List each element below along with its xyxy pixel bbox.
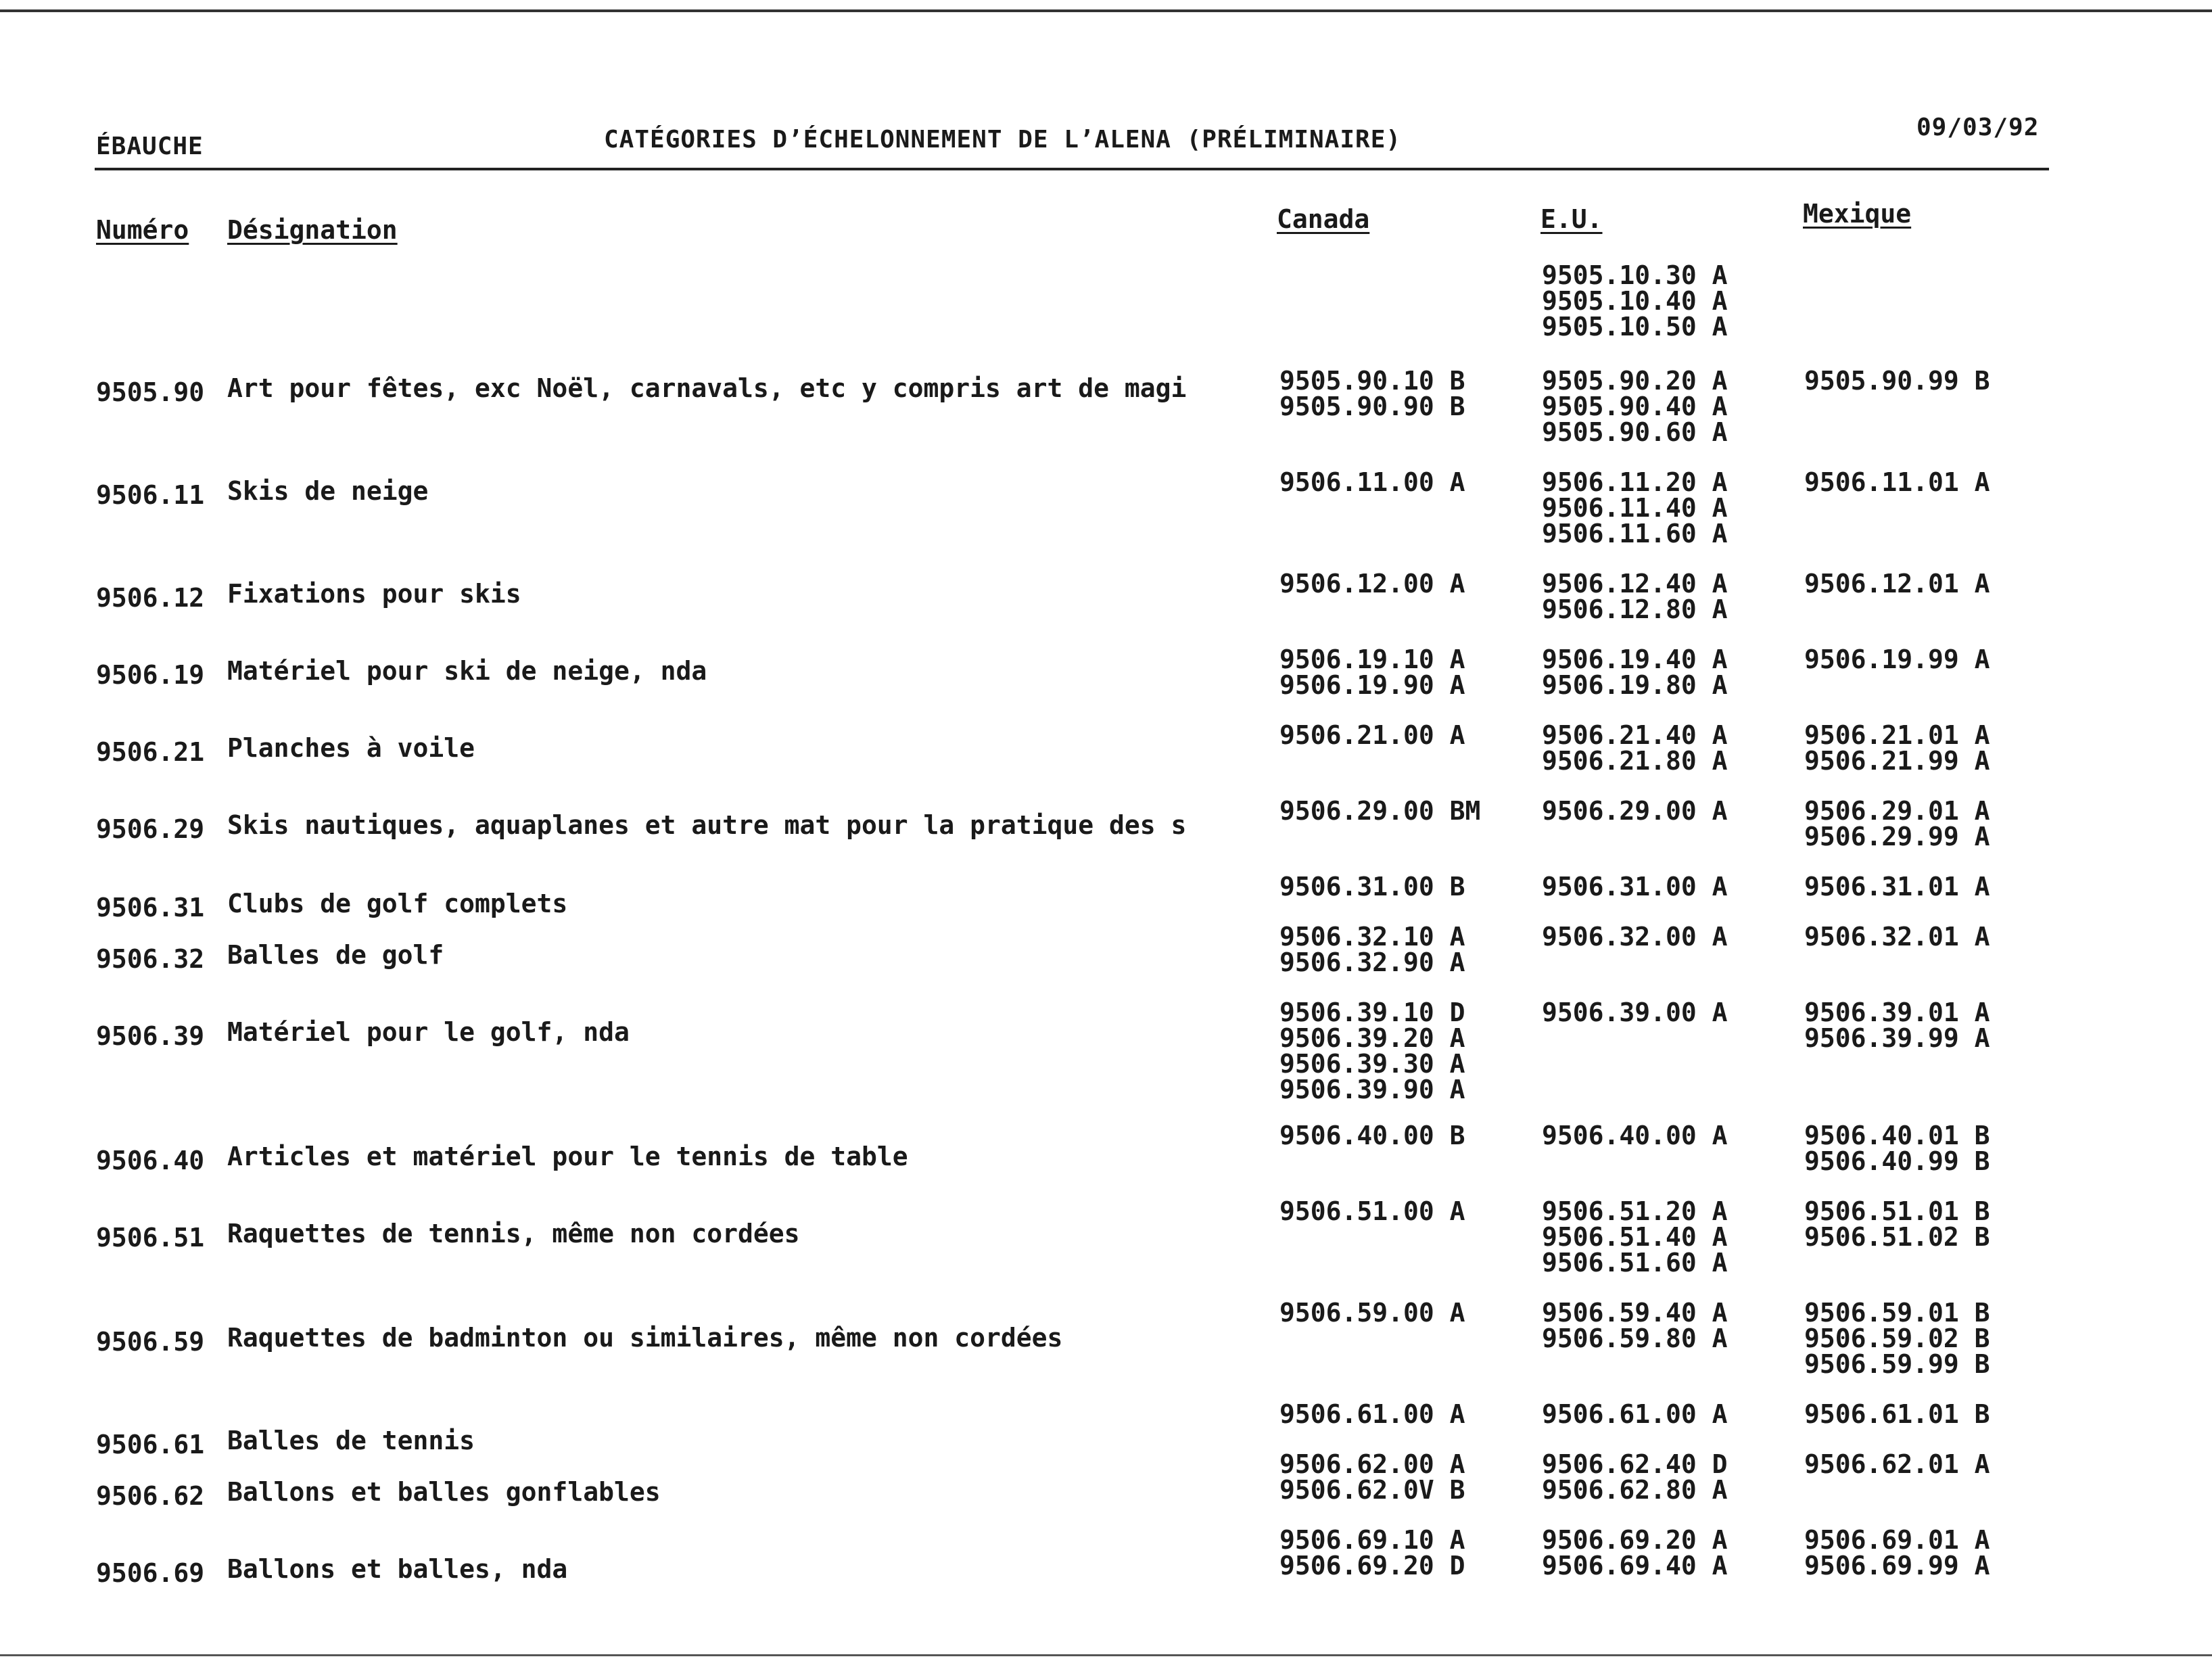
staging-code: 9506.21.40 A bbox=[1542, 720, 1728, 750]
staging-code: 9506.39.10 D bbox=[1279, 998, 1465, 1027]
canada-codes bbox=[1279, 1198, 1465, 1224]
staging-code: 9506.69.10 A bbox=[1279, 1525, 1465, 1555]
mexico-codes bbox=[1804, 1300, 1990, 1377]
canada-codes bbox=[1279, 872, 1465, 902]
staging-code: 9506.69.20 A bbox=[1542, 1525, 1728, 1555]
eu-codes bbox=[1542, 1000, 1728, 1025]
tariff-designation: Art pour fêtes, exc Noël, carnavals, etc y compris art de magi bbox=[227, 373, 1187, 403]
table-row bbox=[0, 1525, 2212, 1588]
column-header-number: Numéro bbox=[96, 215, 189, 245]
staging-code: 9506.51.00 A bbox=[1279, 1196, 1465, 1226]
table-row bbox=[0, 1399, 2212, 1459]
mexico-codes bbox=[1804, 1000, 1990, 1051]
staging-code: 9506.19.80 A bbox=[1542, 670, 1728, 700]
mexico-codes bbox=[1804, 1123, 1990, 1174]
tariff-number: 9506.31 bbox=[96, 893, 205, 922]
table-row bbox=[0, 720, 2212, 776]
staging-code: 9505.90.40 A bbox=[1542, 392, 1728, 421]
table-row bbox=[0, 645, 2212, 700]
mexico-codes bbox=[1804, 1525, 1990, 1581]
mexico-codes bbox=[1804, 469, 1990, 495]
staging-code: 9506.69.20 D bbox=[1279, 1551, 1465, 1581]
staging-code: 9506.11.20 A bbox=[1542, 467, 1728, 497]
staging-code: 9506.61.01 B bbox=[1804, 1399, 1990, 1429]
tariff-number: 9506.39 bbox=[96, 1021, 205, 1051]
eu-codes bbox=[1542, 368, 1728, 445]
staging-code: 9506.32.01 A bbox=[1804, 922, 1990, 952]
eu-codes bbox=[1542, 924, 1728, 950]
staging-code: 9506.62.40 D bbox=[1542, 1449, 1728, 1479]
staging-code: 9506.31.00 B bbox=[1279, 872, 1465, 902]
table-row bbox=[0, 1449, 2212, 1511]
staging-code: 9506.59.01 B bbox=[1804, 1298, 1990, 1328]
staging-code: 9505.10.40 A bbox=[1542, 286, 1728, 316]
canada-codes bbox=[1279, 1451, 1465, 1503]
mexico-codes bbox=[1804, 368, 1990, 394]
mexico-codes bbox=[1804, 872, 1990, 902]
canada-codes bbox=[1279, 647, 1465, 698]
tariff-designation: Balles de golf bbox=[227, 940, 444, 970]
canada-codes bbox=[1279, 1300, 1465, 1326]
eu-codes bbox=[1542, 262, 1728, 340]
canada-codes bbox=[1279, 1123, 1465, 1148]
staging-code: 9506.12.00 A bbox=[1279, 569, 1465, 599]
tariff-designation: Clubs de golf complets bbox=[227, 889, 568, 918]
tariff-designation: Matériel pour le golf, nda bbox=[227, 1017, 630, 1047]
staging-code: 9506.32.10 A bbox=[1279, 922, 1465, 952]
tariff-number: 9506.11 bbox=[96, 480, 205, 510]
staging-code: 9506.59.00 A bbox=[1279, 1298, 1465, 1328]
staging-code: 9505.90.90 B bbox=[1279, 392, 1465, 421]
staging-code: 9506.11.00 A bbox=[1279, 467, 1465, 497]
canada-codes bbox=[1279, 1000, 1465, 1102]
table-row bbox=[0, 998, 2212, 1104]
staging-code: 9506.12.01 A bbox=[1804, 569, 1990, 599]
staging-code: 9506.59.80 A bbox=[1542, 1324, 1728, 1353]
staging-code: 9506.59.99 B bbox=[1804, 1349, 1990, 1379]
canada-codes bbox=[1279, 569, 1465, 599]
table-row bbox=[0, 1196, 2212, 1278]
staging-code: 9506.40.01 B bbox=[1804, 1121, 1990, 1150]
eu-codes bbox=[1542, 1525, 1728, 1581]
staging-code: 9505.10.50 A bbox=[1542, 312, 1728, 342]
staging-code: 9506.12.40 A bbox=[1542, 569, 1728, 599]
eu-codes bbox=[1542, 1123, 1728, 1148]
tariff-number: 9505.90 bbox=[96, 377, 205, 407]
staging-code: 9506.11.60 A bbox=[1542, 519, 1728, 548]
tariff-designation: Skis de neige bbox=[227, 476, 429, 506]
staging-code: 9506.40.99 B bbox=[1804, 1146, 1990, 1176]
staging-code: 9506.51.60 A bbox=[1542, 1248, 1728, 1278]
staging-code: 9506.21.99 A bbox=[1804, 746, 1990, 776]
staging-code: 9506.51.20 A bbox=[1542, 1196, 1728, 1226]
eu-codes bbox=[1542, 469, 1728, 546]
staging-code: 9506.39.20 A bbox=[1279, 1023, 1465, 1053]
tariff-designation: Articles et matériel pour le tennis de table bbox=[227, 1142, 908, 1171]
tariff-designation: Raquettes de tennis, même non cordées bbox=[227, 1219, 800, 1248]
staging-code: 9505.10.30 A bbox=[1542, 260, 1728, 290]
mexico-codes bbox=[1804, 1451, 1990, 1477]
staging-code: 9506.19.40 A bbox=[1542, 645, 1728, 674]
staging-code: 9506.62.0V B bbox=[1279, 1475, 1465, 1505]
tariff-number: 9506.32 bbox=[96, 944, 205, 974]
canada-codes bbox=[1279, 1525, 1465, 1581]
staging-code: 9506.11.40 A bbox=[1542, 493, 1728, 523]
eu-codes bbox=[1542, 1451, 1728, 1503]
top-border-line bbox=[0, 9, 2212, 12]
tariff-number: 9506.51 bbox=[96, 1223, 205, 1253]
tariff-number: 9506.59 bbox=[96, 1327, 205, 1357]
table-row bbox=[0, 366, 2212, 447]
canada-codes bbox=[1279, 798, 1480, 824]
staging-code: 9506.69.40 A bbox=[1542, 1551, 1728, 1581]
eu-codes bbox=[1542, 571, 1728, 622]
canada-codes bbox=[1279, 722, 1465, 748]
tariff-designation: Ballons et balles gonflables bbox=[227, 1477, 661, 1507]
staging-code: 9506.31.00 A bbox=[1542, 872, 1728, 902]
mexico-codes bbox=[1804, 722, 1990, 774]
staging-code: 9505.90.99 B bbox=[1804, 366, 1990, 396]
canada-codes bbox=[1279, 469, 1465, 495]
tariff-number: 9506.40 bbox=[96, 1146, 205, 1175]
table-row bbox=[0, 569, 2212, 624]
staging-code: 9506.31.01 A bbox=[1804, 872, 1990, 902]
staging-code: 9506.40.00 A bbox=[1542, 1121, 1728, 1150]
staging-code: 9506.59.02 B bbox=[1804, 1324, 1990, 1353]
tariff-designation: Ballons et balles, nda bbox=[227, 1554, 568, 1584]
eu-codes bbox=[1542, 1300, 1728, 1351]
tariff-designation: Skis nautiques, aquaplanes et autre mat pour la pratique des s bbox=[227, 810, 1187, 840]
tariff-number: 9506.69 bbox=[96, 1558, 205, 1588]
document-title: CATÉGORIES D’ÉCHELONNEMENT DE L’ALENA (PRÉLIMINAIRE) bbox=[604, 126, 1402, 154]
staging-code: 9506.11.01 A bbox=[1804, 467, 1990, 497]
tariff-designation: Matériel pour ski de neige, nda bbox=[227, 656, 707, 686]
mexico-codes bbox=[1804, 1401, 1990, 1427]
table-row bbox=[0, 1121, 2212, 1176]
staging-code: 9506.19.10 A bbox=[1279, 645, 1465, 674]
mexico-codes bbox=[1804, 798, 1990, 849]
staging-code: 9506.51.40 A bbox=[1542, 1222, 1728, 1252]
staging-code: 9505.90.10 B bbox=[1279, 366, 1465, 396]
table-row bbox=[0, 1298, 2212, 1379]
staging-code: 9506.69.01 A bbox=[1804, 1525, 1990, 1555]
table-row bbox=[0, 467, 2212, 548]
staging-code: 9506.29.00 A bbox=[1542, 796, 1728, 826]
staging-code: 9506.62.01 A bbox=[1804, 1449, 1990, 1479]
header-rule bbox=[95, 168, 2049, 170]
tariff-number: 9506.12 bbox=[96, 583, 205, 613]
mexico-codes bbox=[1804, 647, 1990, 672]
table-row bbox=[0, 260, 2212, 342]
canada-codes bbox=[1279, 1401, 1465, 1427]
staging-code: 9506.32.00 A bbox=[1542, 922, 1728, 952]
staging-code: 9505.90.60 A bbox=[1542, 417, 1728, 447]
tariff-number: 9506.19 bbox=[96, 660, 205, 690]
draft-label: ÉBAUCHE bbox=[96, 133, 204, 160]
eu-codes bbox=[1542, 722, 1728, 774]
staging-code: 9506.39.90 A bbox=[1279, 1075, 1465, 1104]
staging-code: 9506.69.99 A bbox=[1804, 1551, 1990, 1581]
tariff-number: 9506.21 bbox=[96, 737, 205, 767]
staging-code: 9506.29.99 A bbox=[1804, 822, 1990, 851]
tariff-designation: Planches à voile bbox=[227, 733, 475, 763]
staging-code: 9506.12.80 A bbox=[1542, 594, 1728, 624]
staging-code: 9506.29.00 BM bbox=[1279, 796, 1481, 826]
staging-code: 9506.62.00 A bbox=[1279, 1449, 1465, 1479]
staging-code: 9506.32.90 A bbox=[1279, 948, 1465, 977]
column-header-canada: Canada bbox=[1277, 204, 1370, 234]
staging-code: 9506.39.00 A bbox=[1542, 998, 1728, 1027]
staging-code: 9506.39.99 A bbox=[1804, 1023, 1990, 1053]
tariff-number: 9506.62 bbox=[96, 1481, 205, 1511]
staging-code: 9505.90.20 A bbox=[1542, 366, 1728, 396]
eu-codes bbox=[1542, 872, 1728, 902]
bottom-border-line bbox=[0, 1654, 2212, 1656]
table-row bbox=[0, 872, 2212, 922]
staging-code: 9506.21.01 A bbox=[1804, 720, 1990, 750]
document-date: 09/03/92 bbox=[1916, 114, 2040, 141]
staging-code: 9506.39.01 A bbox=[1804, 998, 1990, 1027]
staging-code: 9506.59.40 A bbox=[1542, 1298, 1728, 1328]
canada-codes bbox=[1279, 924, 1465, 975]
staging-code: 9506.39.30 A bbox=[1279, 1049, 1465, 1079]
tariff-number: 9506.61 bbox=[96, 1430, 205, 1459]
mexico-codes bbox=[1804, 924, 1990, 950]
table-row bbox=[0, 796, 2212, 851]
column-header-mexico: Mexique bbox=[1803, 199, 1912, 229]
staging-code: 9506.61.00 A bbox=[1542, 1399, 1728, 1429]
staging-code: 9506.29.01 A bbox=[1804, 796, 1990, 826]
staging-code: 9506.19.90 A bbox=[1279, 670, 1465, 700]
column-header-designation: Désignation bbox=[227, 215, 398, 245]
mexico-codes bbox=[1804, 569, 1990, 599]
staging-code: 9506.61.00 A bbox=[1279, 1399, 1465, 1429]
staging-code: 9506.51.02 B bbox=[1804, 1222, 1990, 1252]
column-header-eu: E.U. bbox=[1540, 204, 1603, 234]
eu-codes bbox=[1542, 647, 1728, 698]
tariff-designation: Fixations pour skis bbox=[227, 579, 521, 609]
eu-codes bbox=[1542, 798, 1728, 824]
staging-code: 9506.62.80 A bbox=[1542, 1475, 1728, 1505]
tariff-designation: Raquettes de badminton ou similaires, même non cordées bbox=[227, 1323, 1063, 1353]
staging-code: 9506.21.00 A bbox=[1279, 720, 1465, 750]
eu-codes bbox=[1542, 1401, 1728, 1427]
table-row bbox=[0, 922, 2212, 977]
staging-code: 9506.19.99 A bbox=[1804, 645, 1990, 674]
staging-code: 9506.21.80 A bbox=[1542, 746, 1728, 776]
canada-codes bbox=[1279, 368, 1465, 419]
mexico-codes bbox=[1804, 1198, 1990, 1250]
eu-codes bbox=[1542, 1198, 1728, 1276]
staging-code: 9506.51.01 B bbox=[1804, 1196, 1990, 1226]
tariff-designation: Balles de tennis bbox=[227, 1426, 475, 1455]
tariff-number: 9506.29 bbox=[96, 814, 205, 844]
staging-code: 9506.40.00 B bbox=[1279, 1121, 1465, 1150]
